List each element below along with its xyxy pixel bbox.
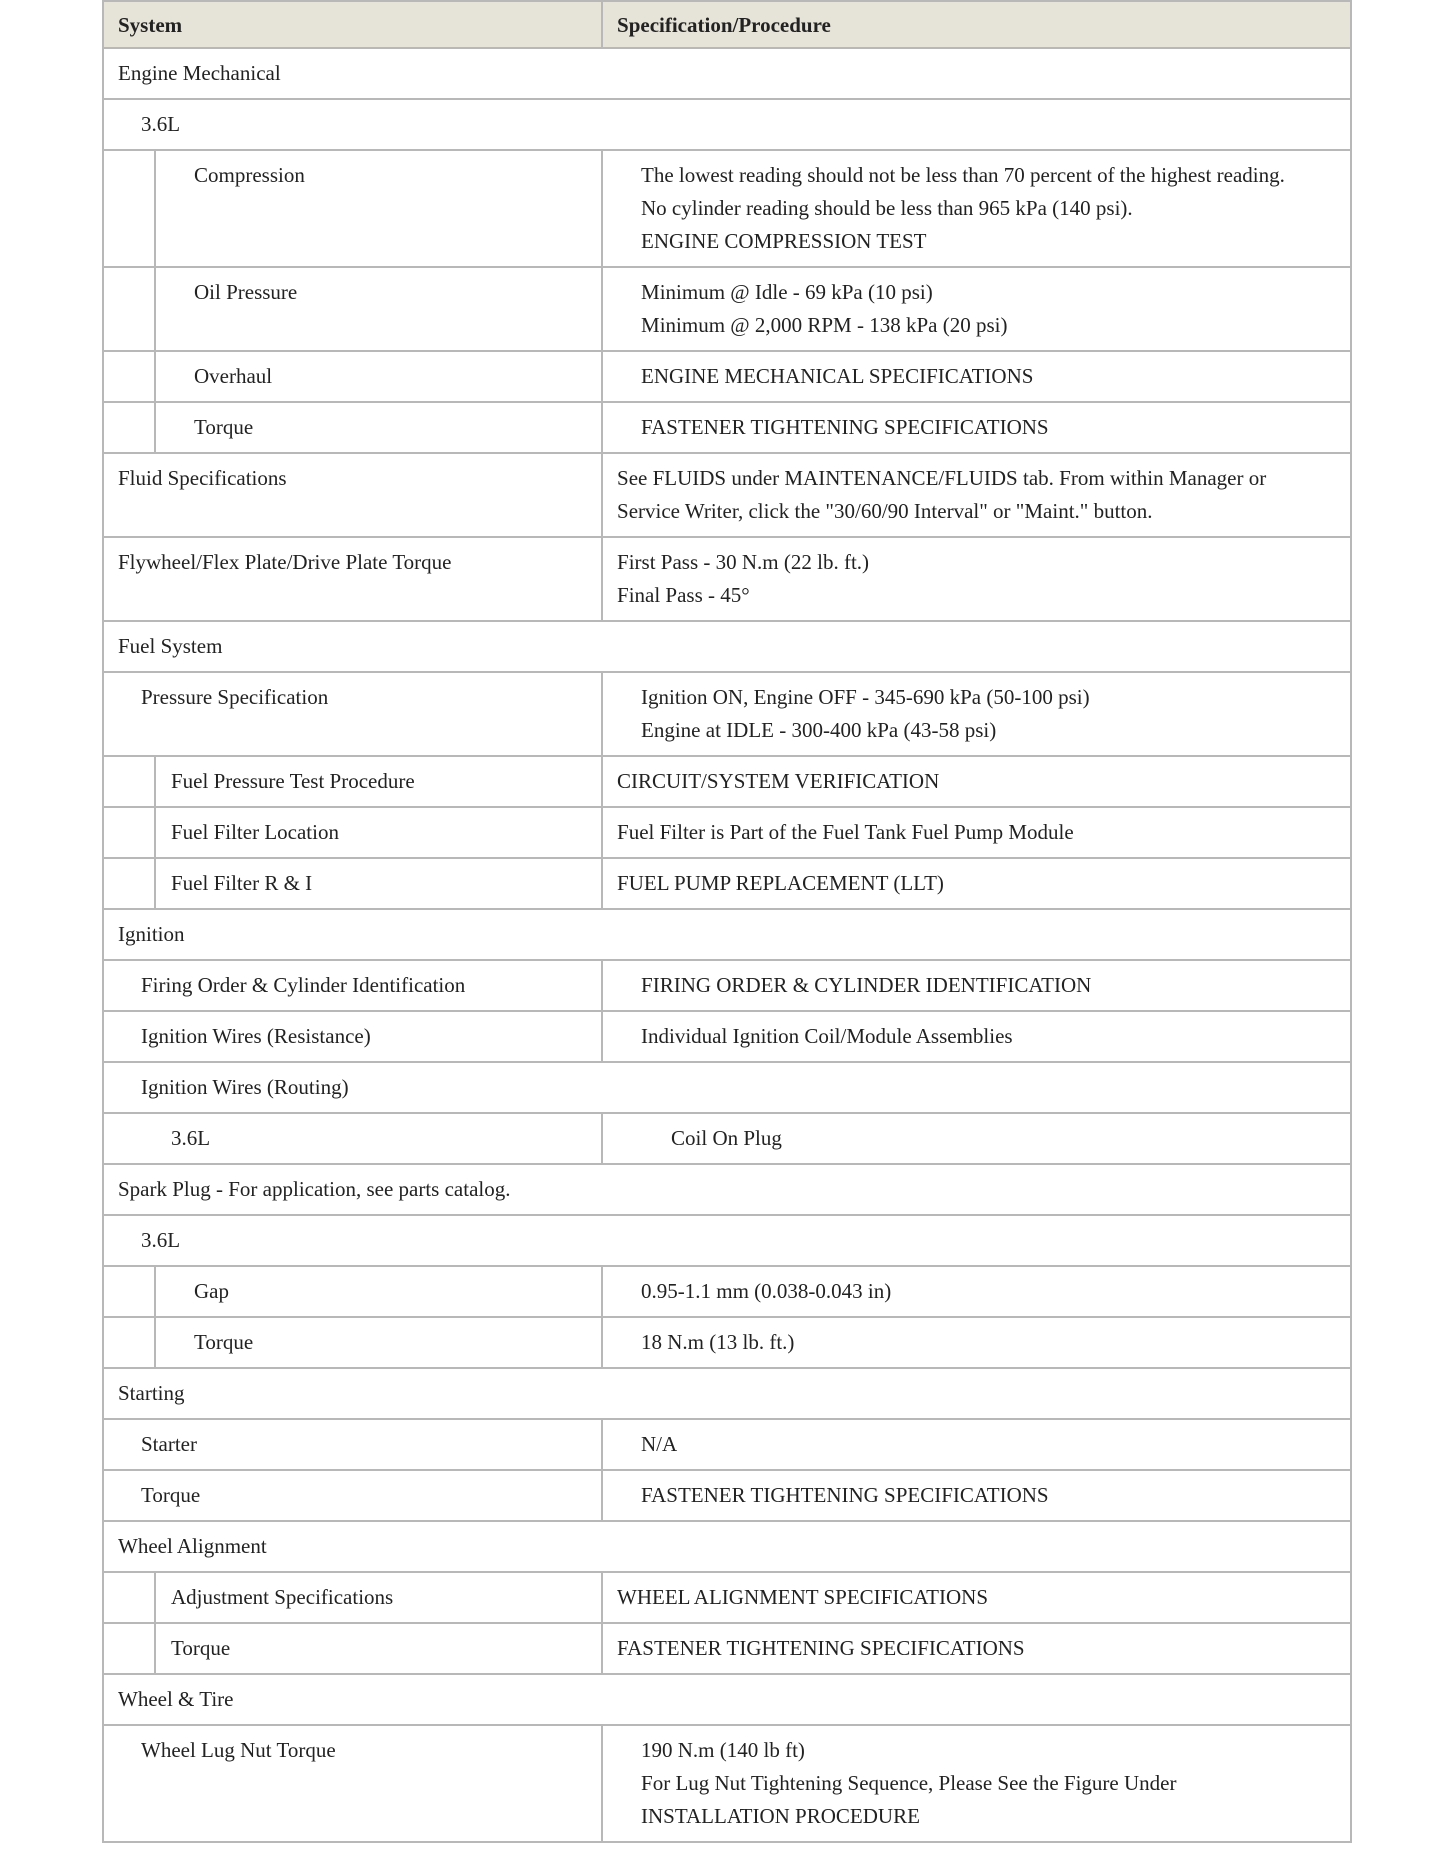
specification-value [602, 1113, 1351, 1164]
specification-value [602, 1470, 1351, 1521]
system-label: Overhaul [155, 351, 602, 402]
table-row [103, 1113, 1351, 1164]
specification-line: 190 N.m (140 lb ft) [641, 1738, 805, 1762]
table-header-row [103, 1, 1351, 48]
system-label: 3.6L [103, 1113, 602, 1164]
section-row [103, 1368, 1351, 1419]
indent-gutter [103, 858, 155, 909]
table-row [103, 807, 1351, 858]
section-row [103, 99, 1351, 150]
specification-value [602, 402, 1351, 453]
specification-line: Ignition ON, Engine OFF - 345-690 kPa (50-100 psi) [641, 685, 1090, 709]
system-label: Compression [155, 150, 602, 267]
specification-line: Minimum @ 2,000 RPM - 138 kPa (20 psi) [641, 313, 1008, 337]
indent-gutter [103, 351, 155, 402]
specification-value [602, 1572, 1351, 1623]
section-label: Engine Mechanical [103, 48, 1351, 99]
system-label: Oil Pressure [155, 267, 602, 351]
section-label: Wheel Alignment [103, 1521, 1351, 1572]
header-system: System [103, 1, 602, 48]
specification-value [602, 960, 1351, 1011]
system-label: Fluid Specifications [103, 453, 602, 537]
specification-value [602, 150, 1351, 267]
table-row [103, 1266, 1351, 1317]
specification-line: CIRCUIT/SYSTEM VERIFICATION [617, 769, 940, 793]
table-row [103, 1419, 1351, 1470]
system-label: Fuel Pressure Test Procedure [155, 756, 602, 807]
table-row [103, 537, 1351, 621]
specification-value [602, 756, 1351, 807]
header-specification: Specification/Procedure [602, 1, 1351, 48]
indent-gutter [103, 1623, 155, 1674]
indent-gutter [103, 402, 155, 453]
specification-line: N/A [641, 1432, 678, 1456]
specification-line: Minimum @ Idle - 69 kPa (10 psi) [641, 280, 933, 304]
table-row [103, 858, 1351, 909]
section-row [103, 1674, 1351, 1725]
specification-value [602, 858, 1351, 909]
section-row [103, 1215, 1351, 1266]
specification-value [602, 1623, 1351, 1674]
table-row [103, 402, 1351, 453]
specification-line: ENGINE COMPRESSION TEST [641, 229, 927, 253]
specification-value [602, 1011, 1351, 1062]
specification-line: FASTENER TIGHTENING SPECIFICATIONS [641, 415, 1049, 439]
table-row [103, 1572, 1351, 1623]
specification-value [602, 807, 1351, 858]
section-row [103, 1164, 1351, 1215]
specification-line: The lowest reading should not be less than 70 percent of the highest reading. [641, 163, 1285, 187]
system-label: Torque [155, 402, 602, 453]
indent-gutter [103, 807, 155, 858]
spec-table [102, 0, 1352, 1843]
specification-value [602, 267, 1351, 351]
indent-gutter [103, 1572, 155, 1623]
specification-line: 0.95-1.1 mm (0.038-0.043 in) [641, 1279, 892, 1303]
system-label: Fuel Filter Location [155, 807, 602, 858]
section-label: 3.6L [103, 1215, 1351, 1266]
table-row [103, 960, 1351, 1011]
table-row [103, 672, 1351, 756]
system-label: Torque [155, 1317, 602, 1368]
table-row [103, 1725, 1351, 1842]
specification-line: FUEL PUMP REPLACEMENT (LLT) [617, 871, 944, 895]
specification-value [602, 1419, 1351, 1470]
system-label: Gap [155, 1266, 602, 1317]
system-label: Ignition Wires (Resistance) [103, 1011, 602, 1062]
system-label: Torque [155, 1623, 602, 1674]
table-row [103, 1011, 1351, 1062]
system-label: Starter [103, 1419, 602, 1470]
table-row [103, 267, 1351, 351]
specification-line: FASTENER TIGHTENING SPECIFICATIONS [617, 1636, 1025, 1660]
section-label: Fuel System [103, 621, 1351, 672]
specification-value [602, 351, 1351, 402]
specification-line: Engine at IDLE - 300-400 kPa (43-58 psi) [641, 718, 997, 742]
table-row [103, 1317, 1351, 1368]
specification-value [602, 1317, 1351, 1368]
specification-line: WHEEL ALIGNMENT SPECIFICATIONS [617, 1585, 989, 1609]
system-label: Adjustment Specifications [155, 1572, 602, 1623]
specification-value [602, 1266, 1351, 1317]
specification-line: For Lug Nut Tightening Sequence, Please See the Figure Under INSTALLATION PROCEDURE [641, 1771, 1177, 1828]
specification-line: No cylinder reading should be less than 965 kPa (140 psi). [641, 196, 1133, 220]
section-label: Starting [103, 1368, 1351, 1419]
table-row [103, 150, 1351, 267]
table-row [103, 1623, 1351, 1674]
section-row [103, 621, 1351, 672]
specification-value [602, 537, 1351, 621]
specification-line: 18 N.m (13 lb. ft.) [641, 1330, 795, 1354]
section-label: Ignition Wires (Routing) [103, 1062, 1351, 1113]
indent-gutter [103, 1266, 155, 1317]
section-row [103, 1062, 1351, 1113]
system-label: Firing Order & Cylinder Identification [103, 960, 602, 1011]
specification-line: Coil On Plug [671, 1126, 782, 1150]
section-row [103, 1521, 1351, 1572]
specification-line: See FLUIDS under MAINTENANCE/FLUIDS tab. From within Manager or Service Writer, click the "30/60/90 Interval" or "Maint." button. [617, 466, 1267, 523]
specification-line: Fuel Filter is Part of the Fuel Tank Fuel Pump Module [617, 820, 1074, 844]
specification-value [602, 453, 1351, 537]
section-label: Wheel & Tire [103, 1674, 1351, 1725]
specification-line: FIRING ORDER & CYLINDER IDENTIFICATION [641, 973, 1092, 997]
section-row [103, 48, 1351, 99]
system-label: Pressure Specification [103, 672, 602, 756]
specification-value [602, 672, 1351, 756]
indent-gutter [103, 150, 155, 267]
system-label: Fuel Filter R & I [155, 858, 602, 909]
table-row [103, 756, 1351, 807]
system-label: Flywheel/Flex Plate/Drive Plate Torque [103, 537, 602, 621]
specification-value [602, 1725, 1351, 1842]
specification-line: Final Pass - 45° [617, 583, 750, 607]
spec-body [103, 48, 1351, 1842]
indent-gutter [103, 1317, 155, 1368]
indent-gutter [103, 267, 155, 351]
specification-line: Individual Ignition Coil/Module Assemblies [641, 1024, 1013, 1048]
specification-line: First Pass - 30 N.m (22 lb. ft.) [617, 550, 870, 574]
table-row [103, 1470, 1351, 1521]
section-label: 3.6L [103, 99, 1351, 150]
specification-line: ENGINE MECHANICAL SPECIFICATIONS [641, 364, 1034, 388]
section-label: Ignition [103, 909, 1351, 960]
section-label: Spark Plug - For application, see parts catalog. [103, 1164, 1351, 1215]
specification-line: FASTENER TIGHTENING SPECIFICATIONS [641, 1483, 1049, 1507]
system-label: Wheel Lug Nut Torque [103, 1725, 602, 1842]
section-row [103, 909, 1351, 960]
indent-gutter [103, 756, 155, 807]
table-row [103, 453, 1351, 537]
system-label: Torque [103, 1470, 602, 1521]
table-row [103, 351, 1351, 402]
